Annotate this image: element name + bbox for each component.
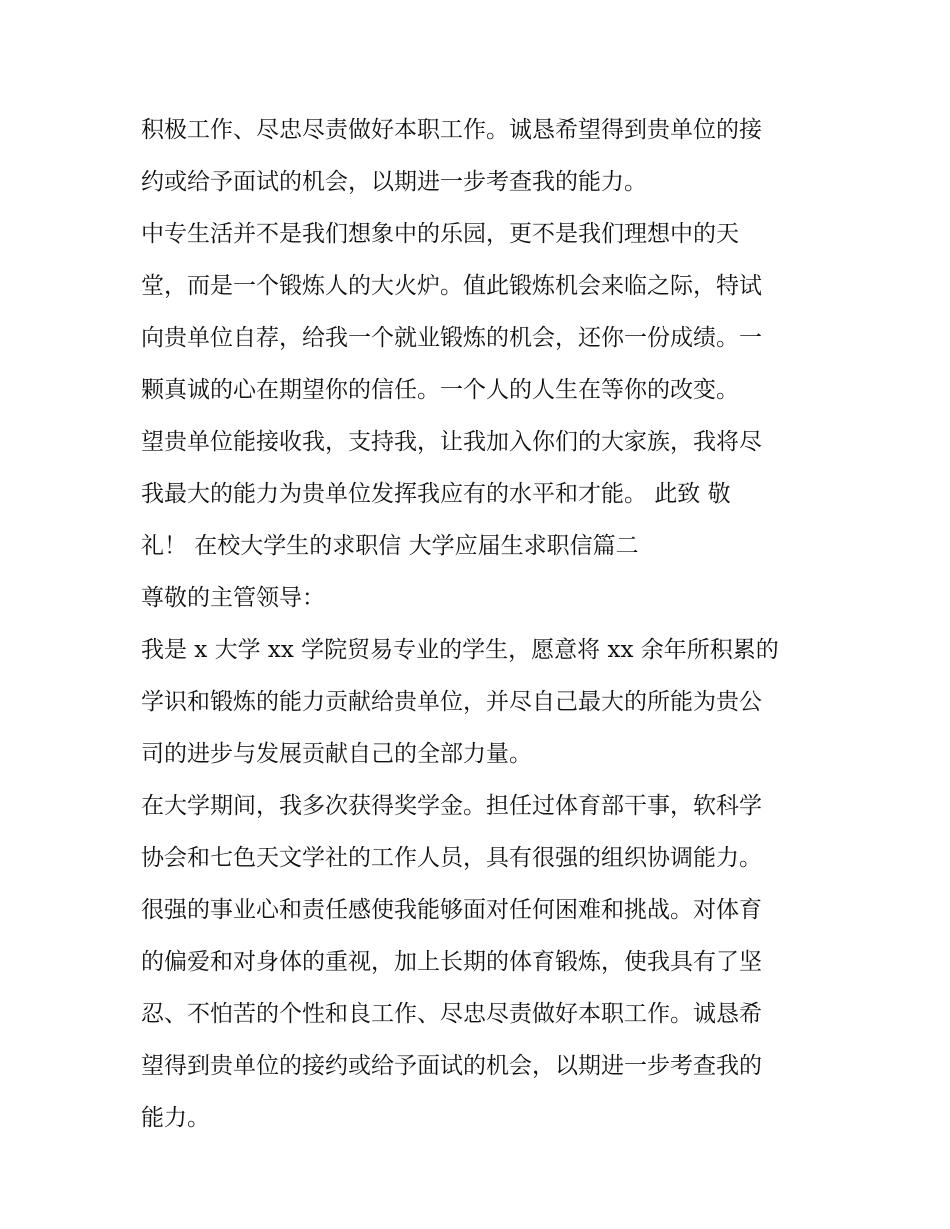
text-line: 在大学期间，我多次获得奖学金。担任过体育部干事，软科学 xyxy=(141,793,762,819)
letter-body xyxy=(141,104,821,1144)
text-line: 积极工作、尽忠尽责做好本职工作。诚恳希望得到贵单位的接 xyxy=(141,117,762,143)
text-line: 忍、不怕苦的个性和良工作、尽忠尽责做好本职工作。诚恳希 xyxy=(141,1001,762,1027)
text-line: 望贵单位能接收我，支持我，让我加入你们的大家族，我将尽 xyxy=(141,429,762,455)
text-line: 我最大的能力为贵单位发挥我应有的水平和才能。 此致 敬 xyxy=(141,481,731,507)
text-line: 司的进步与发展贡献自己的全部力量。 xyxy=(141,741,532,767)
text-line: 能力。 xyxy=(141,1105,210,1131)
text-line: 很强的事业心和责任感使我能够面对任何困难和挑战。对体育 xyxy=(141,897,762,923)
text-line: 礼！ 在校大学生的求职信 大学应届生求职信篇二 xyxy=(141,533,639,559)
text-line: 颗真诚的心在期望你的信任。一个人的人生在等你的改变。 xyxy=(141,377,739,403)
text-line: 堂，而是一个锻炼人的大火炉。值此锻炼机会来临之际，特试 xyxy=(141,273,762,299)
text-line: 的偏爱和对身体的重视，加上长期的体育锻炼，使我具有了坚 xyxy=(141,949,762,975)
text-line: 协会和七色天文学社的工作人员，具有很强的组织协调能力。 xyxy=(141,845,762,871)
text-line: 约或给予面试的机会，以期进一步考查我的能力。 xyxy=(141,169,647,195)
text-line: 望得到贵单位的接约或给予面试的机会，以期进一步考查我的 xyxy=(141,1053,762,1079)
text-line: 学识和锻炼的能力贡献给贵单位，并尽自己最大的所能为贵公 xyxy=(141,689,762,715)
salutation: 尊敬的主管领导： xyxy=(141,585,325,611)
text-line: 我是 x 大学 xx 学院贸易专业的学生，愿意将 xx 余年所积累的 xyxy=(141,637,779,663)
text-line: 向贵单位自荐，给我一个就业锻炼的机会，还你一份成绩。一 xyxy=(141,325,762,351)
text-line: 中专生活并不是我们想象中的乐园，更不是我们理想中的天 xyxy=(141,221,739,247)
